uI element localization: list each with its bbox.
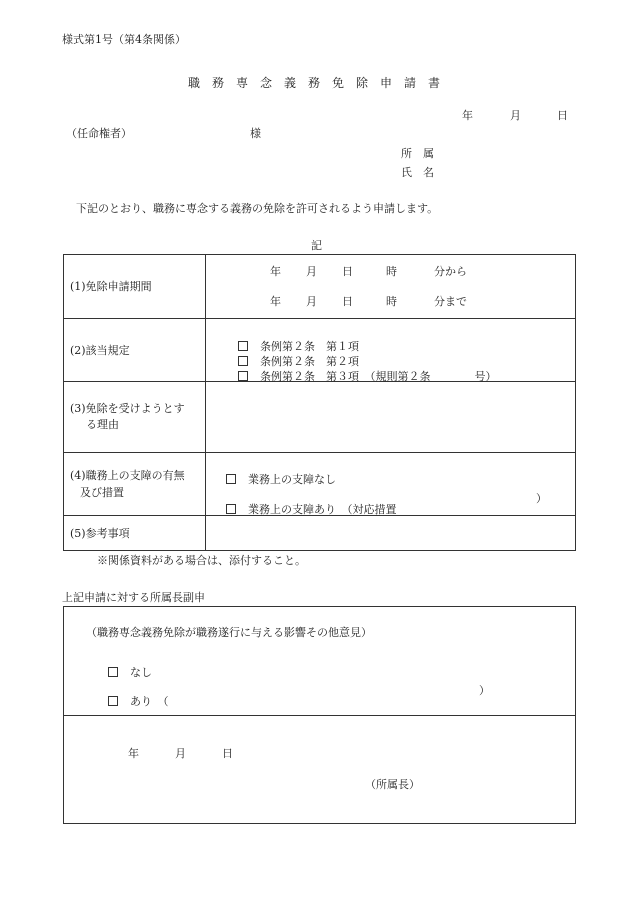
title-char: 書 [428, 76, 441, 90]
checkbox[interactable] [108, 696, 118, 706]
affiliation-label: 所 属 [401, 147, 434, 160]
title-char: 専 [236, 76, 249, 90]
remarks-input-area[interactable] [206, 516, 575, 550]
date-year: 年 [462, 109, 473, 122]
opinion-option-yes[interactable]: あり （ [94, 685, 169, 718]
checkbox[interactable] [226, 474, 236, 484]
row-divider [64, 452, 575, 453]
opinion-close-paren: ） [479, 684, 490, 697]
honorific-sama: 様 [250, 127, 261, 140]
title-char: 務 [308, 76, 321, 90]
ki-label: 記 [311, 239, 322, 252]
regulation-label: (2)該当規定 [70, 344, 130, 357]
regulation-option-3[interactable]: 条例第２条 第３項 （規則第２条 号） [224, 360, 497, 393]
period-label: (1)免除申請期間 [70, 280, 152, 293]
regulation-option-2[interactable]: 条例第２条 第２項 [224, 345, 359, 378]
date-day: 日 [557, 109, 568, 122]
opinion-option-none[interactable]: なし [94, 656, 152, 689]
title-char: 除 [356, 76, 369, 90]
reason-input-area[interactable] [206, 382, 575, 451]
checkbox[interactable] [238, 371, 248, 381]
reason-label: (3)免除を受けようとす [70, 402, 185, 415]
title-char: 申 [380, 76, 393, 90]
row-divider [64, 318, 575, 319]
form-number: 様式第1号（第4条関係） [62, 33, 186, 46]
title-char: 義 [284, 76, 297, 90]
title-char: 職 [188, 76, 201, 90]
title-char: 請 [404, 76, 417, 90]
chief-opinion-heading: 上記申請に対する所属長副申 [62, 591, 205, 604]
hindrance-label-cont: 及び措置 [80, 486, 124, 499]
hindrance-close-paren: ） [536, 492, 547, 505]
chief-label: （所属長） [365, 778, 420, 791]
opinion-intro: （職務専念義務免除が職務遂行に与える影響その他意見） [86, 626, 372, 639]
reason-label-cont: る理由 [86, 418, 119, 431]
remarks-label: (5)参考事項 [70, 527, 130, 540]
name-label: 氏 名 [401, 166, 434, 179]
appointer-label: （任命権者） [66, 127, 132, 140]
title-char: 念 [260, 76, 273, 90]
intro-text: 下記のとおり、職務に専念する義務の免除を許可されるよう申請します。 [76, 202, 439, 215]
checkbox[interactable] [108, 667, 118, 677]
hindrance-option-none[interactable]: 業務上の支障なし [212, 463, 336, 496]
application-table: (1)免除申請期間 年 月 日 時 分から 年 月 日 時 分まで (2)該当規定 条例第２条 第１項 条例第２条 第２項 条例第２条 第３項 （規則第２条 号） (3)免除を受けようとす る理由 (4)職務上の支障の有無 及び措置 業務上の支障なし 業務上の支障あり （対応措置 ） (5)参考事項 [63, 254, 576, 551]
hindrance-option-yes[interactable]: 業務上の支障あり （対応措置 [212, 493, 397, 526]
attachment-note: ※関係資料がある場合は、添付すること。 [97, 554, 306, 567]
title-char: 務 [212, 76, 225, 90]
hindrance-label: (4)職務上の支障の有無 [70, 469, 185, 482]
date-month: 月 [510, 109, 521, 122]
title-char: 免 [332, 76, 345, 90]
regulation-option-1[interactable]: 条例第２条 第１項 [224, 330, 359, 363]
chief-opinion-box: （職務専念義務免除が職務遂行に与える影響その他意見） なし あり （ ） 年 月 日 （所属長） [63, 606, 576, 824]
checkbox[interactable] [226, 504, 236, 514]
